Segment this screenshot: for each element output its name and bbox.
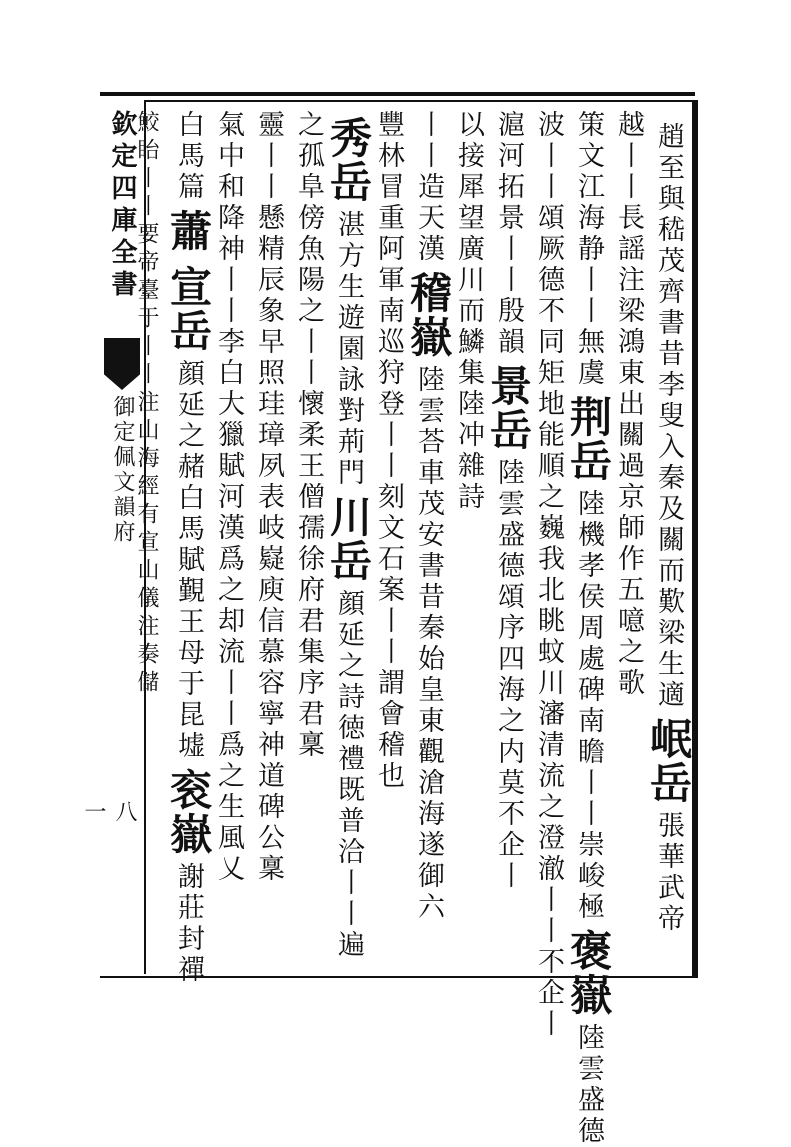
- column-text: 湛方生遊園詠對荊門: [333, 210, 364, 489]
- column-text: 滬河拓景丨丨殷韻: [493, 110, 524, 358]
- column-text: 策文江海静丨丨無虞: [573, 110, 604, 389]
- column-text: 波丨丨頌厥德不同矩地能順: [533, 110, 564, 482]
- column-text: 趙至與嵇茂齊書昔李叟入秦及關而歎梁生適: [653, 122, 684, 711]
- text-column-4: [526, 110, 570, 1040]
- column-text: 豐林冒重阿軍南巡狩登丨丨刻文石案丨丨謂會稽也: [373, 110, 404, 792]
- entry-heading: 稽嶽: [404, 271, 453, 359]
- entry-heading: 秀岳: [324, 116, 373, 204]
- column-text: 顔延之詩徳禮既普洽丨丨遍: [333, 589, 364, 961]
- text-column-9: [324, 110, 373, 970]
- column-text: 靈丨丨懸精辰象早照珪璋夙表岐嶷庾信慕容寧神道碑公稟: [253, 110, 284, 885]
- entry-heading: 宣岳: [164, 265, 213, 353]
- text-column-6: [446, 110, 490, 970]
- text-column-1: [644, 110, 693, 970]
- collection-title: 欽定四庫全書: [107, 110, 137, 302]
- column-text: 儀注奏儲: [134, 586, 159, 698]
- column-text: 顔延之赭白馬賦覲王母于昆墟: [173, 359, 204, 762]
- column-text: 白馬篇: [173, 110, 204, 203]
- entry-heading: 景岳: [484, 364, 533, 452]
- column-text: 陸雲荅車茂安書昔秦始皇東觀滄海遂御六: [413, 365, 444, 923]
- text-column-7: [404, 110, 453, 970]
- text-column-10: [286, 110, 330, 970]
- entry-heading: 蕭: [164, 209, 213, 253]
- entry-heading: 衮嶽: [164, 768, 213, 856]
- top-rule: [100, 92, 695, 96]
- text-column-3: [564, 110, 613, 1147]
- entry-heading: 川岳: [324, 495, 373, 583]
- column-text: 陸雲盛德: [573, 1023, 604, 1147]
- column-text: 張華武帝: [653, 811, 684, 935]
- book-title: 御定佩文韻府: [110, 395, 135, 545]
- column-text: 越丨丨長謡注梁鴻東出關過京師作五噫之歌: [613, 110, 644, 699]
- column-text: 謝莊封禪: [173, 862, 204, 986]
- column-text: 之孤阜傍魚陽之丨丨: [293, 110, 324, 389]
- text-column-13: [164, 110, 213, 986]
- text-column-14: [134, 110, 168, 970]
- entry-heading: 岷岳: [644, 717, 693, 805]
- column-text: 懷柔王僧孺徐府君集序君稟: [293, 389, 324, 761]
- column-text: 陸機孝侯周處碑南瞻丨丨崇峻極: [573, 489, 604, 923]
- column-text: 丨丨不企丨: [533, 885, 564, 1040]
- text-column-5: [484, 110, 533, 970]
- entry-heading: 荆岳: [564, 395, 613, 483]
- column-text: 以接犀望廣川而鱗集陸冲雜詩: [453, 110, 484, 513]
- column-text: 陸雲盛德頌序四海之内莫不企丨: [493, 458, 524, 892]
- column-text: 之巍我北眺蚊川瀋清流之澄澈: [533, 482, 564, 885]
- text-column-11: [246, 110, 290, 970]
- column-text: 氣中和降神丨丨李白大獵賦河漢爲之却流丨丨爲之生風乂: [213, 110, 244, 885]
- column-text: 鮫眙丨丨要帝臺于丨丨注山海經有宣山: [134, 110, 159, 586]
- page-number: 八一: [81, 800, 137, 822]
- text-column-2: [606, 110, 650, 970]
- column-text: 丨丨造天漢: [413, 110, 444, 265]
- entry-heading: 褒嶽: [564, 929, 613, 1017]
